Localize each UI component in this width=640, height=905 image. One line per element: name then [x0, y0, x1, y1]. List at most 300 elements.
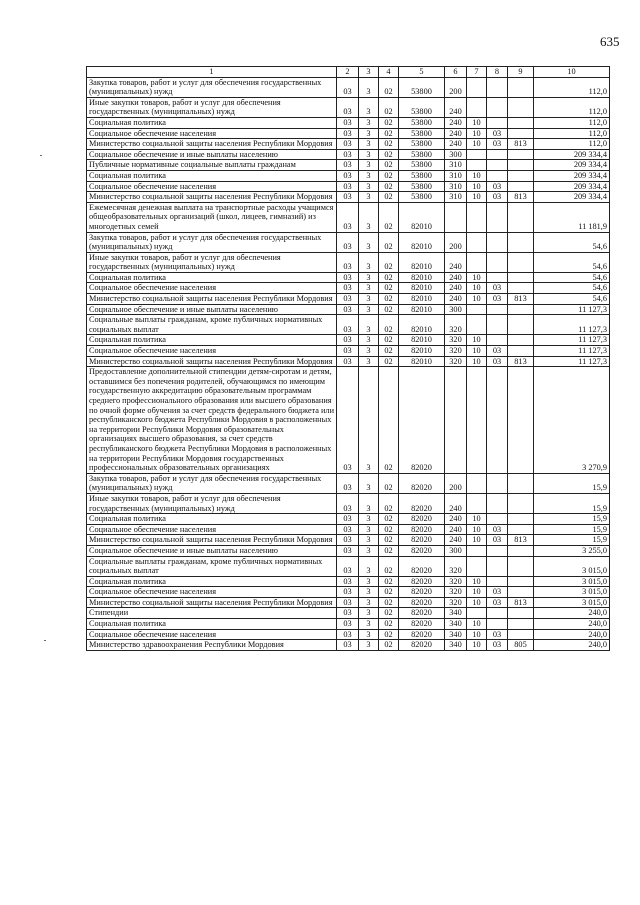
row-name-cell: Иные закупки товаров, работ и услуг для обеспечения государственных (муниципальных) нужд — [87, 493, 337, 513]
row-name-cell: Социальная политика — [87, 576, 337, 587]
row-code-cell: 02 — [379, 346, 399, 357]
row-code-cell — [508, 608, 534, 619]
table-row — [87, 160, 610, 171]
table-row — [87, 619, 610, 630]
row-code-cell: 02 — [379, 149, 399, 160]
row-code-cell: 02 — [379, 524, 399, 535]
row-code-cell: 3 — [359, 367, 379, 474]
row-code-cell — [508, 149, 534, 160]
row-code-cell: 03 — [337, 346, 359, 357]
column-header: 8 — [487, 67, 508, 78]
row-code-cell: 82010 — [399, 252, 445, 272]
row-code-cell: 82010 — [399, 232, 445, 252]
row-name-cell: Социальное обеспечение населения — [87, 128, 337, 139]
row-code-cell — [508, 202, 534, 232]
row-amount-cell: 54,6 — [534, 272, 610, 283]
row-code-cell — [467, 315, 487, 335]
row-code-cell: 53800 — [399, 170, 445, 181]
row-code-cell — [508, 181, 534, 192]
row-code-cell — [508, 556, 534, 576]
row-code-cell: 02 — [379, 514, 399, 525]
row-code-cell — [508, 587, 534, 598]
row-code-cell: 82020 — [399, 367, 445, 474]
row-code-cell — [487, 619, 508, 630]
row-code-cell: 03 — [337, 304, 359, 315]
row-name-cell: Социальное обеспечение и иные выплаты населению — [87, 545, 337, 556]
row-amount-cell: 15,9 — [534, 514, 610, 525]
row-code-cell: 340 — [445, 619, 467, 630]
row-code-cell — [467, 77, 487, 97]
row-amount-cell: 11 181,9 — [534, 202, 610, 232]
row-code-cell: 82010 — [399, 346, 445, 357]
row-name-cell: Социальное обеспечение и иные выплаты населению — [87, 304, 337, 315]
row-code-cell — [467, 473, 487, 493]
row-code-cell — [487, 335, 508, 346]
table-row — [87, 608, 610, 619]
row-code-cell: 3 — [359, 272, 379, 283]
table-row — [87, 97, 610, 117]
row-code-cell: 02 — [379, 356, 399, 367]
row-code-cell: 3 — [359, 139, 379, 150]
row-name-cell: Социальная политика — [87, 272, 337, 283]
column-header: 2 — [337, 67, 359, 78]
row-code-cell: 02 — [379, 170, 399, 181]
row-code-cell: 82020 — [399, 473, 445, 493]
row-code-cell — [467, 608, 487, 619]
row-name-cell: Министерство социальной защиты населения Республики Мордовия — [87, 294, 337, 305]
row-amount-cell: 15,9 — [534, 524, 610, 535]
row-code-cell: 82020 — [399, 493, 445, 513]
row-code-cell: 82010 — [399, 272, 445, 283]
row-code-cell: 82010 — [399, 356, 445, 367]
row-code-cell: 82010 — [399, 335, 445, 346]
row-name-cell: Социальная политика — [87, 170, 337, 181]
row-code-cell — [487, 304, 508, 315]
header-row — [87, 67, 610, 78]
row-name-cell: Социальное обеспечение населения — [87, 346, 337, 357]
column-header: 10 — [534, 67, 610, 78]
row-code-cell: 03 — [337, 335, 359, 346]
row-code-cell — [508, 232, 534, 252]
row-code-cell — [508, 473, 534, 493]
row-code-cell: 813 — [508, 356, 534, 367]
row-code-cell — [508, 160, 534, 171]
row-name-cell: Социальная политика — [87, 117, 337, 128]
row-code-cell: 240 — [445, 272, 467, 283]
row-code-cell: 320 — [445, 346, 467, 357]
row-code-cell: 03 — [337, 117, 359, 128]
row-code-cell: 02 — [379, 576, 399, 587]
row-code-cell: 3 — [359, 315, 379, 335]
row-code-cell — [487, 556, 508, 576]
table-row — [87, 493, 610, 513]
row-code-cell — [508, 128, 534, 139]
row-code-cell: 3 — [359, 170, 379, 181]
row-code-cell: 82020 — [399, 629, 445, 640]
row-code-cell: 03 — [487, 128, 508, 139]
row-code-cell: 53800 — [399, 149, 445, 160]
row-code-cell: 02 — [379, 77, 399, 97]
row-name-cell: Социальное обеспечение населения — [87, 524, 337, 535]
row-code-cell: 3 — [359, 629, 379, 640]
row-code-cell — [487, 576, 508, 587]
column-header: 9 — [508, 67, 534, 78]
row-code-cell: 3 — [359, 202, 379, 232]
table-row — [87, 629, 610, 640]
row-code-cell: 82010 — [399, 315, 445, 335]
row-amount-cell: 240,0 — [534, 619, 610, 630]
row-amount-cell: 3 255,0 — [534, 545, 610, 556]
row-code-cell: 03 — [337, 192, 359, 203]
row-code-cell: 03 — [337, 128, 359, 139]
row-code-cell: 82020 — [399, 556, 445, 576]
row-code-cell: 10 — [467, 640, 487, 651]
row-code-cell: 10 — [467, 181, 487, 192]
row-code-cell: 240 — [445, 139, 467, 150]
row-code-cell: 10 — [467, 170, 487, 181]
row-code-cell: 03 — [487, 139, 508, 150]
row-name-cell: Закупка товаров, работ и услуг для обеспечения государственных (муниципальных) нужд — [87, 232, 337, 252]
row-code-cell: 10 — [467, 524, 487, 535]
row-code-cell: 02 — [379, 473, 399, 493]
row-amount-cell: 54,6 — [534, 283, 610, 294]
row-code-cell: 320 — [445, 335, 467, 346]
table-row — [87, 315, 610, 335]
row-code-cell: 82010 — [399, 202, 445, 232]
table-row — [87, 545, 610, 556]
row-code-cell: 03 — [487, 629, 508, 640]
row-code-cell: 240 — [445, 97, 467, 117]
table-row — [87, 524, 610, 535]
row-code-cell — [487, 117, 508, 128]
row-code-cell: 813 — [508, 597, 534, 608]
row-code-cell: 320 — [445, 556, 467, 576]
row-code-cell: 03 — [337, 640, 359, 651]
row-name-cell: Закупка товаров, работ и услуг для обеспечения государственных (муниципальных) нужд — [87, 473, 337, 493]
row-amount-cell: 3 015,0 — [534, 576, 610, 587]
row-code-cell — [508, 619, 534, 630]
column-header: 4 — [379, 67, 399, 78]
row-code-cell: 03 — [337, 587, 359, 598]
row-code-cell: 82020 — [399, 619, 445, 630]
row-code-cell: 82010 — [399, 283, 445, 294]
row-code-cell: 813 — [508, 535, 534, 546]
row-code-cell: 53800 — [399, 139, 445, 150]
row-code-cell: 310 — [445, 160, 467, 171]
row-code-cell: 3 — [359, 181, 379, 192]
row-code-cell: 82020 — [399, 608, 445, 619]
row-code-cell: 3 — [359, 346, 379, 357]
row-code-cell: 02 — [379, 252, 399, 272]
budget-table — [86, 66, 610, 651]
row-code-cell — [487, 514, 508, 525]
row-amount-cell: 3 015,0 — [534, 597, 610, 608]
row-code-cell: 3 — [359, 117, 379, 128]
row-code-cell: 03 — [337, 524, 359, 535]
row-code-cell: 3 — [359, 535, 379, 546]
row-name-cell: Министерство социальной защиты населения Республики Мордовия — [87, 597, 337, 608]
row-code-cell: 53800 — [399, 128, 445, 139]
row-name-cell: Социальное обеспечение и иные выплаты населению — [87, 149, 337, 160]
table-row — [87, 356, 610, 367]
row-code-cell — [467, 545, 487, 556]
row-code-cell — [508, 576, 534, 587]
row-code-cell: 03 — [337, 170, 359, 181]
row-code-cell: 813 — [508, 139, 534, 150]
row-name-cell: Предоставление дополнительной стипендии детям-сиротам и детям, оставшимся без попечения родителей, обучающимся по имеющим государственную аккредитацию образовательным программам среднего профессионального образования или высшего образования по очной форме обучения за счет средств федерального бюджета или республиканского бюджета Республики Мордовия в расположенных на территории Республики Мордовия образовательных организациях высшего образования, за счет средств республиканского бюджета Республики Мордовия в расположенных на территории Республики Мордовия государственных профессиональных образовательных организациях — [87, 367, 337, 474]
row-amount-cell: 112,0 — [534, 128, 610, 139]
row-code-cell — [508, 272, 534, 283]
row-code-cell: 200 — [445, 473, 467, 493]
row-amount-cell: 54,6 — [534, 232, 610, 252]
row-code-cell: 03 — [487, 356, 508, 367]
row-code-cell: 320 — [445, 587, 467, 598]
row-code-cell — [508, 346, 534, 357]
row-code-cell — [467, 232, 487, 252]
table-row — [87, 139, 610, 150]
table-row — [87, 128, 610, 139]
row-code-cell: 340 — [445, 608, 467, 619]
row-code-cell: 3 — [359, 232, 379, 252]
row-code-cell: 02 — [379, 597, 399, 608]
row-amount-cell: 112,0 — [534, 117, 610, 128]
row-code-cell: 03 — [337, 535, 359, 546]
row-code-cell — [487, 252, 508, 272]
row-code-cell: 10 — [467, 346, 487, 357]
row-amount-cell: 240,0 — [534, 608, 610, 619]
row-code-cell — [487, 315, 508, 335]
row-code-cell: 53800 — [399, 117, 445, 128]
row-code-cell: 03 — [337, 619, 359, 630]
row-code-cell: 02 — [379, 315, 399, 335]
scan-speck — [44, 640, 46, 641]
table-row — [87, 202, 610, 232]
table-row — [87, 149, 610, 160]
row-code-cell: 3 — [359, 514, 379, 525]
row-code-cell: 03 — [337, 232, 359, 252]
row-code-cell — [467, 252, 487, 272]
row-code-cell: 03 — [337, 315, 359, 335]
table-row — [87, 535, 610, 546]
row-code-cell: 02 — [379, 556, 399, 576]
row-code-cell: 10 — [467, 294, 487, 305]
row-code-cell: 340 — [445, 629, 467, 640]
row-code-cell: 3 — [359, 294, 379, 305]
row-code-cell: 3 — [359, 160, 379, 171]
row-code-cell: 02 — [379, 192, 399, 203]
row-code-cell: 300 — [445, 149, 467, 160]
row-code-cell — [508, 315, 534, 335]
table-body — [87, 77, 610, 650]
table-row — [87, 556, 610, 576]
row-code-cell — [467, 202, 487, 232]
row-code-cell: 82010 — [399, 304, 445, 315]
row-code-cell: 10 — [467, 576, 487, 587]
row-code-cell: 10 — [467, 192, 487, 203]
row-amount-cell: 240,0 — [534, 640, 610, 651]
table-row — [87, 514, 610, 525]
column-header: 1 — [87, 67, 337, 78]
row-code-cell: 03 — [337, 181, 359, 192]
row-amount-cell: 3 270,9 — [534, 367, 610, 474]
row-code-cell: 3 — [359, 356, 379, 367]
row-code-cell — [508, 77, 534, 97]
row-name-cell: Министерство социальной защиты населения Республики Мордовия — [87, 356, 337, 367]
row-amount-cell: 11 127,3 — [534, 356, 610, 367]
table-row — [87, 117, 610, 128]
row-amount-cell: 15,9 — [534, 473, 610, 493]
row-code-cell: 02 — [379, 294, 399, 305]
row-name-cell: Иные закупки товаров, работ и услуг для обеспечения государственных (муниципальных) нужд — [87, 252, 337, 272]
row-code-cell: 02 — [379, 545, 399, 556]
table-row — [87, 252, 610, 272]
row-code-cell: 82020 — [399, 535, 445, 546]
row-code-cell: 03 — [487, 294, 508, 305]
row-code-cell: 3 — [359, 576, 379, 587]
row-code-cell: 10 — [467, 629, 487, 640]
column-header: 3 — [359, 67, 379, 78]
row-code-cell: 03 — [337, 283, 359, 294]
row-code-cell: 805 — [508, 640, 534, 651]
row-code-cell: 10 — [467, 535, 487, 546]
row-code-cell: 10 — [467, 335, 487, 346]
row-code-cell: 320 — [445, 315, 467, 335]
row-code-cell: 3 — [359, 473, 379, 493]
row-code-cell: 813 — [508, 294, 534, 305]
row-code-cell: 82020 — [399, 587, 445, 598]
row-code-cell: 02 — [379, 202, 399, 232]
row-code-cell: 300 — [445, 545, 467, 556]
row-code-cell: 3 — [359, 149, 379, 160]
row-code-cell — [508, 97, 534, 117]
row-code-cell: 02 — [379, 117, 399, 128]
row-code-cell: 03 — [337, 294, 359, 305]
row-code-cell: 03 — [337, 576, 359, 587]
table-row — [87, 597, 610, 608]
row-amount-cell: 112,0 — [534, 77, 610, 97]
row-code-cell — [487, 77, 508, 97]
row-name-cell: Публичные нормативные социальные выплаты гражданам — [87, 160, 337, 171]
row-code-cell — [508, 335, 534, 346]
row-amount-cell: 112,0 — [534, 97, 610, 117]
row-name-cell: Иные закупки товаров, работ и услуг для обеспечения государственных (муниципальных) нужд — [87, 97, 337, 117]
row-code-cell: 3 — [359, 545, 379, 556]
table-row — [87, 640, 610, 651]
row-code-cell: 53800 — [399, 192, 445, 203]
row-code-cell: 3 — [359, 524, 379, 535]
row-code-cell — [445, 367, 467, 474]
row-code-cell — [445, 202, 467, 232]
row-code-cell: 300 — [445, 304, 467, 315]
row-code-cell: 02 — [379, 608, 399, 619]
row-code-cell — [487, 170, 508, 181]
row-code-cell: 02 — [379, 335, 399, 346]
row-code-cell: 02 — [379, 232, 399, 252]
row-code-cell — [508, 514, 534, 525]
row-code-cell: 02 — [379, 283, 399, 294]
row-code-cell — [467, 97, 487, 117]
row-code-cell: 53800 — [399, 160, 445, 171]
row-code-cell: 02 — [379, 640, 399, 651]
row-name-cell: Министерство здравоохранения Республики Мордовия — [87, 640, 337, 651]
table-row — [87, 294, 610, 305]
row-code-cell: 02 — [379, 97, 399, 117]
table-row — [87, 335, 610, 346]
row-code-cell: 3 — [359, 608, 379, 619]
table-row — [87, 192, 610, 203]
row-code-cell — [467, 304, 487, 315]
table-row — [87, 283, 610, 294]
row-code-cell — [487, 160, 508, 171]
row-code-cell — [508, 117, 534, 128]
row-code-cell: 10 — [467, 514, 487, 525]
row-amount-cell: 11 127,3 — [534, 304, 610, 315]
table-row — [87, 576, 610, 587]
table-row — [87, 232, 610, 252]
row-code-cell: 320 — [445, 356, 467, 367]
row-code-cell: 240 — [445, 524, 467, 535]
row-code-cell: 02 — [379, 181, 399, 192]
row-code-cell: 200 — [445, 77, 467, 97]
table-row — [87, 77, 610, 97]
row-amount-cell: 11 127,3 — [534, 315, 610, 335]
row-code-cell: 10 — [467, 139, 487, 150]
row-code-cell — [467, 367, 487, 474]
row-code-cell: 02 — [379, 619, 399, 630]
row-code-cell — [508, 252, 534, 272]
row-code-cell: 82020 — [399, 576, 445, 587]
row-name-cell: Социальное обеспечение населения — [87, 629, 337, 640]
table-row — [87, 473, 610, 493]
row-code-cell: 240 — [445, 283, 467, 294]
row-name-cell: Социальные выплаты гражданам, кроме публичных нормативных социальных выплат — [87, 315, 337, 335]
row-code-cell: 240 — [445, 294, 467, 305]
table-row — [87, 587, 610, 598]
table-row — [87, 304, 610, 315]
column-header: 7 — [467, 67, 487, 78]
row-code-cell: 02 — [379, 535, 399, 546]
row-code-cell: 03 — [487, 192, 508, 203]
row-code-cell: 03 — [337, 139, 359, 150]
row-code-cell: 3 — [359, 128, 379, 139]
row-code-cell — [487, 367, 508, 474]
row-name-cell: Министерство социальной защиты населения Республики Мордовия — [87, 192, 337, 203]
row-amount-cell: 209 334,4 — [534, 181, 610, 192]
row-amount-cell: 54,6 — [534, 252, 610, 272]
row-code-cell: 3 — [359, 640, 379, 651]
row-code-cell: 03 — [337, 545, 359, 556]
row-code-cell — [508, 170, 534, 181]
row-code-cell: 53800 — [399, 97, 445, 117]
row-code-cell: 320 — [445, 576, 467, 587]
row-code-cell — [508, 304, 534, 315]
row-code-cell: 3 — [359, 619, 379, 630]
row-code-cell: 82020 — [399, 524, 445, 535]
row-name-cell: Закупка товаров, работ и услуг для обеспечения государственных (муниципальных) нужд — [87, 77, 337, 97]
row-code-cell — [508, 629, 534, 640]
row-name-cell: Социальная политика — [87, 335, 337, 346]
row-code-cell: 10 — [467, 619, 487, 630]
row-code-cell: 200 — [445, 232, 467, 252]
row-code-cell — [487, 545, 508, 556]
row-code-cell: 3 — [359, 587, 379, 598]
page-number: 635 — [600, 34, 620, 49]
row-code-cell: 03 — [337, 202, 359, 232]
row-code-cell: 03 — [487, 640, 508, 651]
row-code-cell: 03 — [337, 367, 359, 474]
row-code-cell — [508, 367, 534, 474]
row-code-cell: 03 — [487, 524, 508, 535]
